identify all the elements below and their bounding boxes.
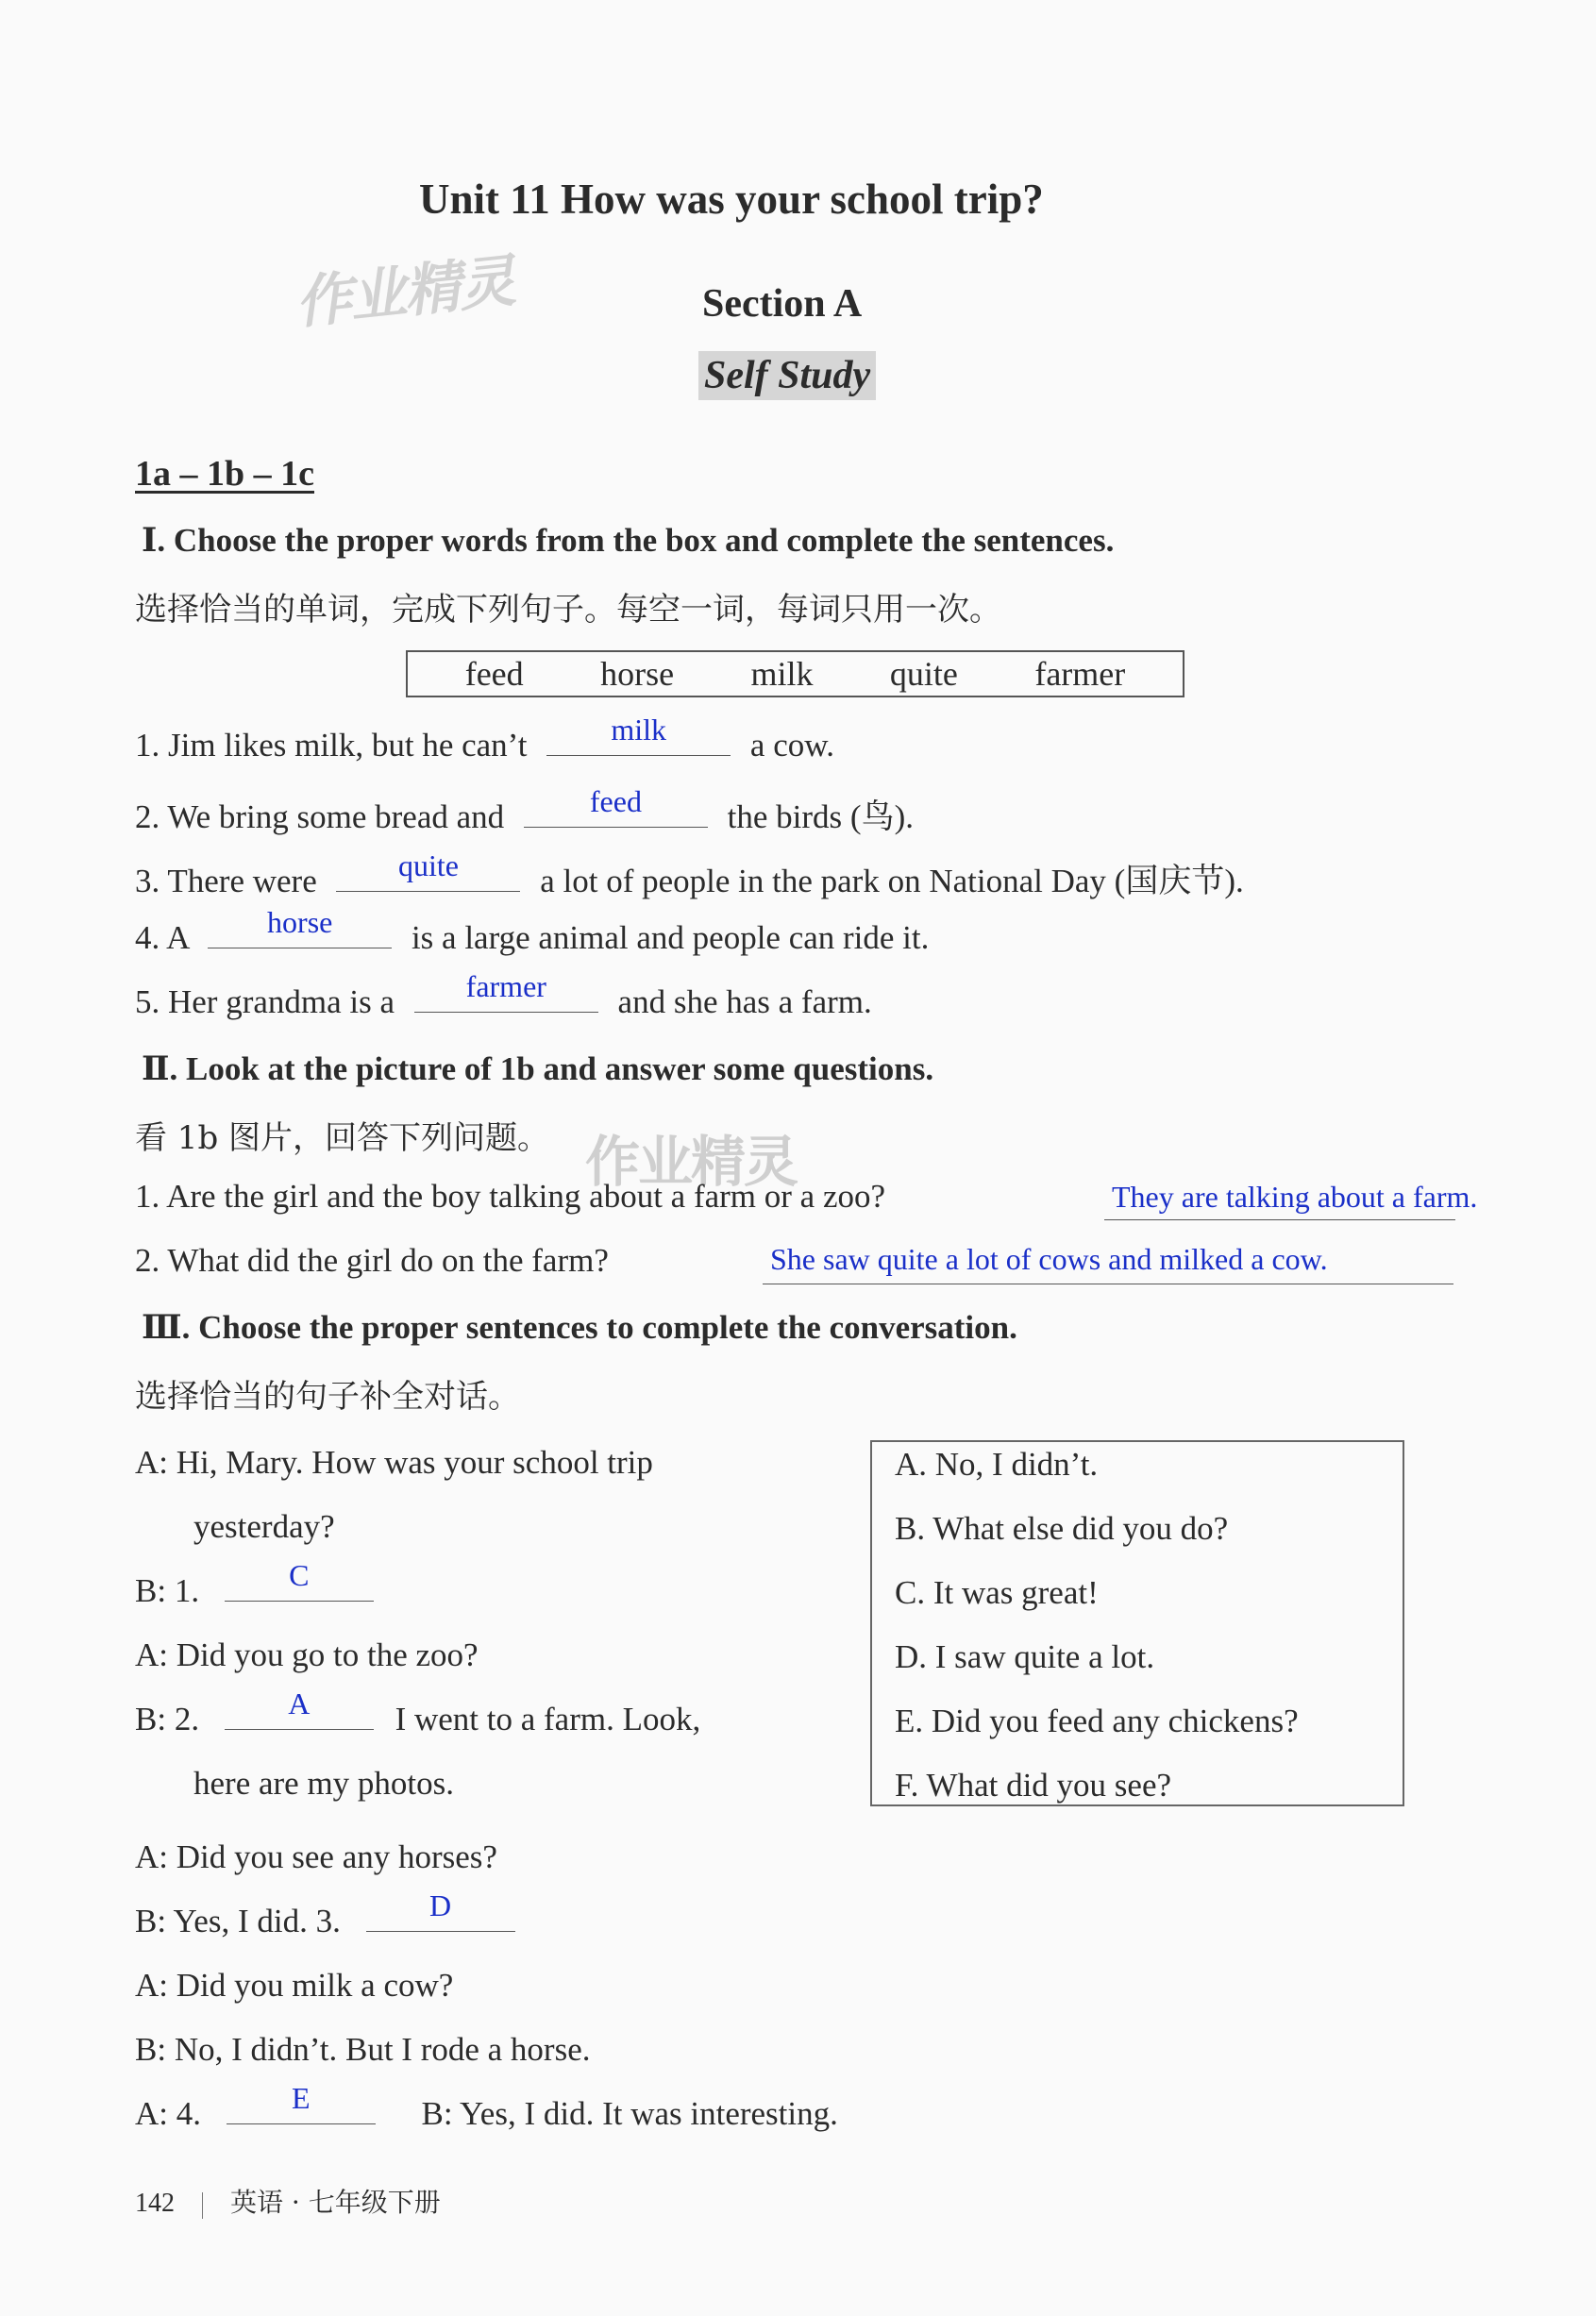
option-b: B. What else did you do? (895, 1510, 1229, 1547)
option-f: F. What did you see? (895, 1767, 1172, 1804)
word-box-item: feed (464, 655, 524, 693)
word-box-item: quite (889, 655, 958, 693)
part1-heading-cn: 选择恰当的单词，完成下列句子。每空一词，每词只用一次。 (135, 591, 1001, 629)
subsection-title: Self Study (698, 351, 876, 400)
word-box-item: horse (600, 655, 675, 693)
answer-text: She saw quite a lot of cows and milked a cow. (770, 1242, 1328, 1276)
answer-text: E (291, 2081, 311, 2115)
answer-text: quite (397, 848, 459, 882)
answer-line[interactable] (1104, 1180, 1478, 1220)
answer-blank[interactable] (546, 713, 731, 756)
word-box-item: farmer (1034, 655, 1126, 693)
answer-blank[interactable] (208, 905, 392, 948)
word-box (406, 650, 1184, 697)
option-a: A. No, I didn’t. (895, 1446, 1099, 1483)
part2-heading: Ⅱ. Look at the picture of 1b and answer some questions. (142, 1050, 934, 1087)
option-c: C. It was great! (895, 1574, 1099, 1611)
section-title: Section A (702, 282, 863, 326)
dialogue-line: yesterday? (193, 1508, 335, 1545)
footer (135, 2182, 441, 2220)
page-number: 142 (135, 2189, 175, 2218)
part1-item-1: 1. Jim likes milk, but he can’t milk a cow. (135, 713, 834, 764)
answer-line[interactable] (763, 1242, 1453, 1284)
answer-blank[interactable] (414, 969, 598, 1013)
part3-heading: Ⅲ. Choose the proper sentences to complete the conversation. (142, 1309, 1017, 1346)
answer-blank[interactable] (227, 2081, 376, 2124)
part2-item-1: 1. Are the girl and the boy talking about a farm or a zoo? (135, 1178, 886, 1215)
options-box (870, 1440, 1404, 1806)
dialogue-line: B: 1. C (135, 1572, 374, 1610)
watermark-logo: 作业精灵 (292, 248, 517, 337)
answer-blank[interactable] (366, 1888, 515, 1932)
dialogue-line: B: Yes, I did. 3. D (135, 1903, 515, 1940)
part1-heading: Ⅰ. Choose the proper words from the box and complete the sentences. (142, 522, 1115, 559)
answer-text: D (429, 1888, 452, 1922)
part1-item-3: 3. There were quite a lot of people in the park on National Day (国庆节). (135, 848, 1244, 899)
book-title: 英语 · 七年级下册 (230, 2187, 441, 2218)
footer-divider (202, 2192, 203, 2219)
dialogue-line: A: Did you milk a cow? (135, 1967, 454, 2004)
answer-text: horse (267, 905, 333, 939)
dialogue-line: A: 4. E B: Yes, I did. It was interesting. (135, 2081, 838, 2132)
dialogue-line: B: No, I didn’t. But I rode a horse. (135, 2031, 591, 2068)
watermark-logo: 作业精灵 (585, 1130, 798, 1194)
part3-heading-cn: 选择恰当的句子补全对话。 (135, 1378, 520, 1416)
part2-heading-cn: 看 1b 图片，回答下列问题。 (135, 1119, 550, 1157)
dialogue-line: here are my photos. (193, 1765, 455, 1802)
answer-blank[interactable] (225, 1687, 374, 1730)
part1-item-2: 2. We bring some bread and feed the birds (鸟). (135, 784, 914, 835)
part-label: 1a – 1b – 1c (135, 454, 314, 494)
word-box-item: milk (750, 655, 814, 693)
dialogue-line: A: Did you see any horses? (135, 1838, 497, 1875)
unit-title: Unit 11 How was your school trip? (419, 176, 1044, 223)
answer-blank[interactable] (225, 1558, 374, 1602)
part1-item-4: 4. A horse is a large animal and people can ride it. (135, 905, 930, 956)
answer-blank[interactable] (524, 784, 708, 828)
answer-text: milk (611, 713, 666, 747)
dialogue-line: A: Hi, Mary. How was your school trip (135, 1444, 653, 1481)
part1-item-5: 5. Her grandma is a farmer and she has a farm. (135, 969, 872, 1020)
answer-text: They are talking about a farm. (1112, 1180, 1478, 1214)
part2-item-2: 2. What did the girl do on the farm? (135, 1242, 609, 1279)
dialogue-line: B: 2. A I went to a farm. Look, (135, 1687, 701, 1737)
dialogue-line: A: Did you go to the zoo? (135, 1636, 479, 1673)
answer-text: farmer (465, 969, 546, 1003)
answer-text: feed (589, 784, 642, 818)
answer-blank[interactable] (336, 848, 520, 892)
option-d: D. I saw quite a lot. (895, 1638, 1155, 1675)
answer-text: C (289, 1558, 310, 1592)
answer-text: A (288, 1687, 311, 1720)
option-e: E. Did you feed any chickens? (895, 1703, 1299, 1739)
